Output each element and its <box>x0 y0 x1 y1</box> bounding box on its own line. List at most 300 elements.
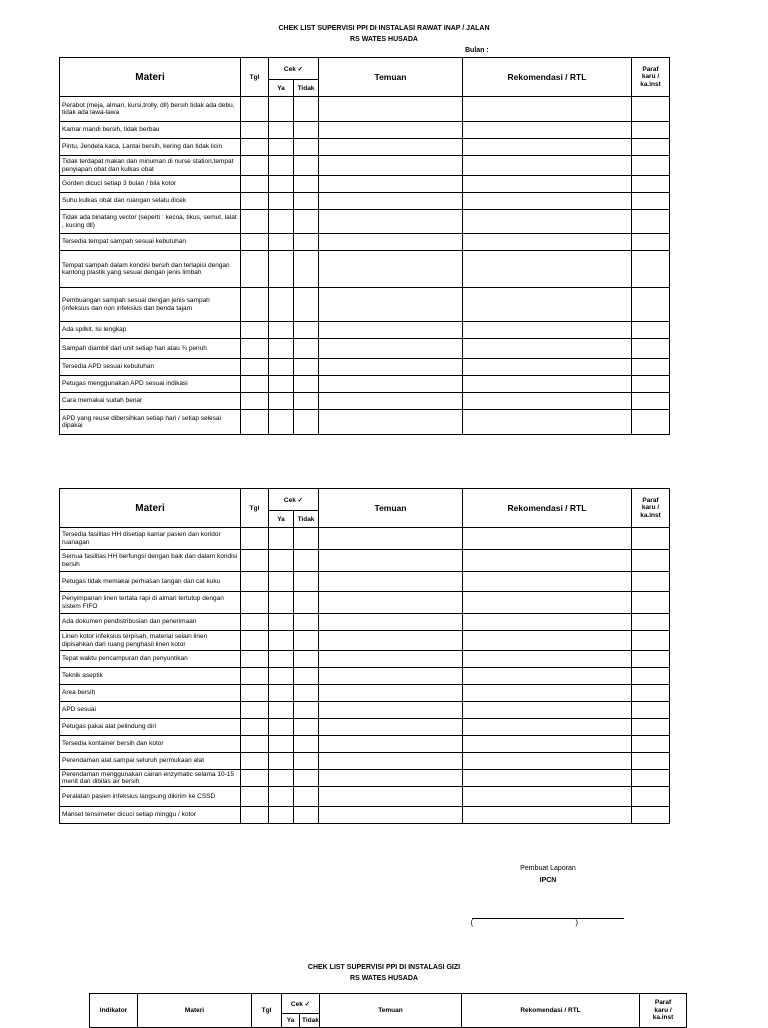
rekomendasi-cell[interactable] <box>463 592 632 614</box>
paraf-cell[interactable] <box>632 393 670 410</box>
materi-cell: Gorden dicuci setiap 3 bulan / bila kotor <box>60 176 241 193</box>
header-paraf-line1: Paraf <box>642 65 659 73</box>
table-row <box>60 592 670 614</box>
paraf-cell[interactable] <box>632 787 670 807</box>
table-row <box>60 251 670 288</box>
tidak-cell[interactable] <box>294 572 319 592</box>
table-row <box>60 651 670 668</box>
header-cek: Cek ✓ <box>269 58 319 80</box>
header-paraf-line3: ka.inst <box>640 80 661 88</box>
materi-cell: Tempat sampah dalam kondisi bersih dan terlapisi dengan kantong plastik yang sesuai dengan jenis limbah <box>60 251 241 288</box>
temuan-cell[interactable] <box>319 614 463 631</box>
materi-cell: Perendaman alat sampai seluruh permukaan alat <box>60 753 241 770</box>
tidak-cell[interactable] <box>294 339 319 359</box>
tgl-cell[interactable] <box>241 359 269 376</box>
header-tidak: Tidak <box>294 511 319 528</box>
header-paraf <box>640 994 687 1028</box>
rekomendasi-cell[interactable] <box>463 393 632 410</box>
rekomendasi-cell[interactable] <box>463 753 632 770</box>
tgl-cell[interactable] <box>241 139 269 156</box>
temuan-cell[interactable] <box>319 339 463 359</box>
tidak-cell[interactable] <box>294 376 319 393</box>
temuan-cell[interactable] <box>319 702 463 719</box>
tgl-cell[interactable] <box>241 787 269 807</box>
page-subtitle: RS WATES HUSADA <box>350 36 418 43</box>
paraf-cell[interactable] <box>632 339 670 359</box>
ya-cell[interactable] <box>269 210 294 234</box>
tgl-cell[interactable] <box>241 572 269 592</box>
rekomendasi-cell[interactable] <box>463 176 632 193</box>
table-row <box>60 736 670 753</box>
paraf-cell[interactable] <box>632 193 670 210</box>
tidak-cell[interactable] <box>294 702 319 719</box>
rekomendasi-cell[interactable] <box>463 410 632 435</box>
paraf-cell[interactable] <box>632 410 670 435</box>
materi-cell: Petugas menggunakan APD sesuai indikasi <box>60 376 241 393</box>
paraf-cell[interactable] <box>632 234 670 251</box>
tgl-cell[interactable] <box>241 614 269 631</box>
tidak-cell[interactable] <box>294 322 319 339</box>
paraf-cell[interactable] <box>632 97 670 122</box>
table-row <box>60 614 670 631</box>
tgl-cell[interactable] <box>241 322 269 339</box>
temuan-cell[interactable] <box>319 376 463 393</box>
table-row <box>60 685 670 702</box>
header-paraf-line1: Paraf <box>654 999 672 1007</box>
table-row <box>60 770 670 787</box>
temuan-cell[interactable] <box>319 736 463 753</box>
tidak-cell[interactable] <box>294 753 319 770</box>
tidak-cell[interactable] <box>294 193 319 210</box>
header-materi: Materi <box>60 489 241 528</box>
temuan-cell[interactable] <box>319 288 463 322</box>
rekomendasi-cell[interactable] <box>463 156 632 176</box>
tidak-cell[interactable] <box>294 410 319 435</box>
rekomendasi-cell[interactable] <box>463 251 632 288</box>
paraf-cell[interactable] <box>632 288 670 322</box>
table-row <box>60 631 670 651</box>
temuan-cell[interactable] <box>319 322 463 339</box>
temuan-cell[interactable] <box>319 251 463 288</box>
temuan-cell[interactable] <box>319 156 463 176</box>
tgl-cell[interactable] <box>241 685 269 702</box>
paraf-cell[interactable] <box>632 322 670 339</box>
rekomendasi-cell[interactable] <box>463 614 632 631</box>
header-paraf <box>632 489 670 528</box>
table-row <box>60 719 670 736</box>
materi-cell: Teknik aseptik <box>60 668 241 685</box>
tidak-cell[interactable] <box>294 97 319 122</box>
paraf-cell[interactable] <box>632 376 670 393</box>
header-paraf-line2: karu / <box>641 73 660 81</box>
tidak-cell[interactable] <box>294 288 319 322</box>
tidak-cell[interactable] <box>294 122 319 139</box>
ya-cell[interactable] <box>269 736 294 753</box>
tgl-cell[interactable] <box>241 668 269 685</box>
ya-cell[interactable] <box>269 234 294 251</box>
ya-cell[interactable] <box>269 393 294 410</box>
tidak-cell[interactable] <box>294 393 319 410</box>
tgl-cell[interactable] <box>241 528 269 550</box>
header-cek: Cek ✓ <box>282 994 320 1014</box>
ya-cell[interactable] <box>269 770 294 787</box>
materi-cell: APD sesuai <box>60 702 241 719</box>
temuan-cell[interactable] <box>319 122 463 139</box>
rekomendasi-cell[interactable] <box>463 668 632 685</box>
rekomendasi-cell[interactable] <box>463 97 632 122</box>
tgl-cell[interactable] <box>241 288 269 322</box>
ya-cell[interactable] <box>269 685 294 702</box>
ya-cell[interactable] <box>269 651 294 668</box>
signature-underline <box>472 918 624 919</box>
materi-cell: Tersedia tempat sampah sesuai kebutuhan <box>60 234 241 251</box>
materi-cell: Tersedia APD sesuai kebutuhan <box>60 359 241 376</box>
rekomendasi-cell[interactable] <box>463 528 632 550</box>
temuan-cell[interactable] <box>319 651 463 668</box>
tgl-cell[interactable] <box>241 736 269 753</box>
materi-cell: Sampah diambil dari unit setiap hari atau ¾ penuh <box>60 339 241 359</box>
header-rekomendasi: Rekomendasi / RTL <box>462 994 640 1028</box>
header-ya: Ya <box>282 1014 300 1028</box>
materi-cell: Pembuangan sampah sesuai dengan jenis sampah (infeksius dan non infeksius dan benda tajam <box>60 288 241 322</box>
header-materi: Materi <box>138 994 252 1028</box>
paraf-cell[interactable] <box>632 702 670 719</box>
rekomendasi-cell[interactable] <box>463 631 632 651</box>
temuan-cell[interactable] <box>319 210 463 234</box>
header-tgl: Tgl <box>252 994 282 1028</box>
rekomendasi-cell[interactable] <box>463 193 632 210</box>
materi-cell: Suhu kulkas obat dan ruangan selalu dicek <box>60 193 241 210</box>
paraf-cell[interactable] <box>632 210 670 234</box>
checklist-table-2 <box>59 488 670 824</box>
header-tgl: Tgl <box>241 58 269 97</box>
table-row <box>60 234 670 251</box>
header-tidak: Tidak <box>300 1014 320 1028</box>
header-tidak: Tidak <box>294 80 319 97</box>
rekomendasi-cell[interactable] <box>463 572 632 592</box>
rekomendasi-cell[interactable] <box>463 770 632 787</box>
table-row <box>60 288 670 322</box>
paraf-cell[interactable] <box>632 719 670 736</box>
table-row <box>60 572 670 592</box>
materi-cell: Tidak ada binatang vector (seperti : kecoa, tikus, semut, lalat , kucing dll) <box>60 210 241 234</box>
materi-cell: APD yang reuse dibersihkan setiap hari / setiap selesai dipakai <box>60 410 241 435</box>
rekomendasi-cell[interactable] <box>463 322 632 339</box>
temuan-cell[interactable] <box>319 807 463 824</box>
rekomendasi-cell[interactable] <box>463 651 632 668</box>
tgl-cell[interactable] <box>241 376 269 393</box>
header-ya: Ya <box>269 80 294 97</box>
tidak-cell[interactable] <box>294 210 319 234</box>
materi-cell: Tersedia kontainer bersih dan kotor <box>60 736 241 753</box>
rekomendasi-cell[interactable] <box>463 550 632 572</box>
materi-cell: Perendaman menggunakan cairan enzymatic selama 10-15 menit dan dibilas air bersih <box>60 770 241 787</box>
table-row <box>60 339 670 359</box>
paraf-cell[interactable] <box>632 528 670 550</box>
materi-cell: Manset tensimeter dicuci setiap minggu / kotor <box>60 807 241 824</box>
materi-cell: Cara memakai sudah benar <box>60 393 241 410</box>
tidak-cell[interactable] <box>294 685 319 702</box>
ya-cell[interactable] <box>269 97 294 122</box>
ya-cell[interactable] <box>269 359 294 376</box>
ya-cell[interactable] <box>269 572 294 592</box>
ya-cell[interactable] <box>269 528 294 550</box>
header-paraf-line2: karu / <box>654 1006 672 1014</box>
ya-cell[interactable] <box>269 251 294 288</box>
ya-cell[interactable] <box>269 339 294 359</box>
tgl-cell[interactable] <box>241 631 269 651</box>
page-title-2: CHEK LIST SUPERVISI PPI DI INSTALASI GIZI <box>307 964 461 971</box>
tidak-cell[interactable] <box>294 251 319 288</box>
table-row <box>60 322 670 339</box>
table-row <box>60 668 670 685</box>
materi-cell: Ada dokumen pendistribusian dan penerimaan <box>60 614 241 631</box>
rekomendasi-cell[interactable] <box>463 719 632 736</box>
tidak-cell[interactable] <box>294 651 319 668</box>
table-row <box>60 807 670 824</box>
materi-cell: Tepat waktu pencampuran dan penyuntikan <box>60 651 241 668</box>
tidak-cell[interactable] <box>294 139 319 156</box>
paraf-cell[interactable] <box>632 770 670 787</box>
table-row <box>60 550 670 572</box>
tidak-cell[interactable] <box>294 631 319 651</box>
paraf-cell[interactable] <box>632 614 670 631</box>
header-paraf-line1: Paraf <box>642 496 659 504</box>
tidak-cell[interactable] <box>294 592 319 614</box>
paraf-cell[interactable] <box>632 668 670 685</box>
materi-cell: Peralatan pasien infeksius langsung dikirim ke CSSD <box>60 787 241 807</box>
paraf-cell[interactable] <box>632 685 670 702</box>
tgl-cell[interactable] <box>241 339 269 359</box>
ya-cell[interactable] <box>269 592 294 614</box>
ya-cell[interactable] <box>269 719 294 736</box>
tgl-cell[interactable] <box>241 193 269 210</box>
header-paraf-line2: karu / <box>641 504 660 512</box>
tgl-cell[interactable] <box>241 770 269 787</box>
ya-cell[interactable] <box>269 176 294 193</box>
paraf-cell[interactable] <box>632 807 670 824</box>
paraf-cell[interactable] <box>632 753 670 770</box>
tgl-cell[interactable] <box>241 393 269 410</box>
tgl-cell[interactable] <box>241 719 269 736</box>
ya-cell[interactable] <box>269 122 294 139</box>
ya-cell[interactable] <box>269 193 294 210</box>
tgl-cell[interactable] <box>241 753 269 770</box>
temuan-cell[interactable] <box>319 719 463 736</box>
ya-cell[interactable] <box>269 787 294 807</box>
tgl-cell[interactable] <box>241 592 269 614</box>
rekomendasi-cell[interactable] <box>463 210 632 234</box>
tgl-cell[interactable] <box>241 550 269 572</box>
materi-cell: Penyimpanan linen tertata rapi di almari tertutup dengan sistem FIFO <box>60 592 241 614</box>
ya-cell[interactable] <box>269 139 294 156</box>
tidak-cell[interactable] <box>294 528 319 550</box>
header-indikator: Indikator <box>90 994 138 1028</box>
table-row <box>60 156 670 176</box>
tgl-cell[interactable] <box>241 651 269 668</box>
tidak-cell[interactable] <box>294 770 319 787</box>
header-ya: Ya <box>269 511 294 528</box>
rekomendasi-cell[interactable] <box>463 736 632 753</box>
ya-cell[interactable] <box>269 807 294 824</box>
header-materi: Materi <box>60 58 241 97</box>
temuan-cell[interactable] <box>319 631 463 651</box>
materi-cell: Pintu, Jendela kaca, Lantai bersih, kering dan tidak licin <box>60 139 241 156</box>
tidak-cell[interactable] <box>294 550 319 572</box>
materi-cell: Area bersih <box>60 685 241 702</box>
header-tgl: Tgl <box>241 489 269 528</box>
ya-cell[interactable] <box>269 410 294 435</box>
tgl-cell[interactable] <box>241 702 269 719</box>
temuan-cell[interactable] <box>319 97 463 122</box>
page-subtitle-2: RS WATES HUSADA <box>350 975 418 982</box>
table-row <box>60 176 670 193</box>
paraf-cell[interactable] <box>632 359 670 376</box>
rekomendasi-cell[interactable] <box>463 288 632 322</box>
table-row <box>60 139 670 156</box>
ya-cell[interactable] <box>269 614 294 631</box>
temuan-cell[interactable] <box>319 139 463 156</box>
materi-cell: Ada spilkit, Isi lengkap <box>60 322 241 339</box>
paraf-cell[interactable] <box>632 139 670 156</box>
table-row <box>60 528 670 550</box>
tidak-cell[interactable] <box>294 176 319 193</box>
rekomendasi-cell[interactable] <box>463 339 632 359</box>
rekomendasi-cell[interactable] <box>463 807 632 824</box>
ya-cell[interactable] <box>269 322 294 339</box>
header-temuan: Temuan <box>319 58 463 97</box>
temuan-cell[interactable] <box>319 572 463 592</box>
rekomendasi-cell[interactable] <box>463 234 632 251</box>
materi-cell: Linen kotor infeksius terpisah, material selain linen dipisahkan dari ruang penghasil linen kotor <box>60 631 241 651</box>
rekomendasi-cell[interactable] <box>463 359 632 376</box>
table-row <box>60 122 670 139</box>
paraf-cell[interactable] <box>632 651 670 668</box>
temuan-cell[interactable] <box>319 770 463 787</box>
ya-cell[interactable] <box>269 288 294 322</box>
materi-cell: Petugas tidak memakai perhiasan tangan dan cat kuku <box>60 572 241 592</box>
table-row <box>60 410 670 435</box>
table-row <box>60 787 670 807</box>
tidak-cell[interactable] <box>294 156 319 176</box>
paraf-cell[interactable] <box>632 176 670 193</box>
temuan-cell[interactable] <box>319 753 463 770</box>
materi-cell: Semua fasilitas HH berfungsi dengan baik dan dalam kondisi bersih <box>60 550 241 572</box>
paraf-cell[interactable] <box>632 550 670 572</box>
rekomendasi-cell[interactable] <box>463 376 632 393</box>
signature-label: Pembuat Laporan <box>520 865 576 872</box>
table-row <box>60 193 670 210</box>
temuan-cell[interactable] <box>319 234 463 251</box>
tidak-cell[interactable] <box>294 736 319 753</box>
temuan-cell[interactable] <box>319 668 463 685</box>
tidak-cell[interactable] <box>294 668 319 685</box>
header-rekomendasi: Rekomendasi / RTL <box>463 58 632 97</box>
tgl-cell[interactable] <box>241 807 269 824</box>
header-paraf-line3: ka.inst <box>652 1014 674 1022</box>
paraf-cell[interactable] <box>632 631 670 651</box>
tgl-cell[interactable] <box>241 176 269 193</box>
header-temuan: Temuan <box>319 489 463 528</box>
rekomendasi-cell[interactable] <box>463 122 632 139</box>
tgl-cell[interactable] <box>241 122 269 139</box>
checklist-table-3 <box>89 993 687 1028</box>
materi-cell: Petugas pakai alat pelindung diri <box>60 719 241 736</box>
paraf-cell[interactable] <box>632 572 670 592</box>
table-row <box>60 393 670 410</box>
temuan-cell[interactable] <box>319 592 463 614</box>
materi-cell: Kamar mandi bersih, tidak berbau <box>60 122 241 139</box>
rekomendasi-cell[interactable] <box>463 139 632 156</box>
rekomendasi-cell[interactable] <box>463 702 632 719</box>
header-temuan: Temuan <box>320 994 462 1028</box>
temuan-cell[interactable] <box>319 528 463 550</box>
temuan-cell[interactable] <box>319 176 463 193</box>
paraf-cell[interactable] <box>632 592 670 614</box>
ya-cell[interactable] <box>269 702 294 719</box>
tidak-cell[interactable] <box>294 359 319 376</box>
temuan-cell[interactable] <box>319 393 463 410</box>
tgl-cell[interactable] <box>241 156 269 176</box>
tidak-cell[interactable] <box>294 234 319 251</box>
materi-cell: Perabot (meja, almari, kursi,trolly, dll) bersih tidak ada debu, tidak ada lawa-lawa <box>60 97 241 122</box>
table-row <box>60 376 670 393</box>
table-row <box>60 753 670 770</box>
paraf-cell[interactable] <box>632 122 670 139</box>
tgl-cell[interactable] <box>241 234 269 251</box>
header-paraf-line3: ka.inst <box>640 511 661 519</box>
temuan-cell[interactable] <box>319 410 463 435</box>
tgl-cell[interactable] <box>241 410 269 435</box>
ya-cell[interactable] <box>269 156 294 176</box>
tidak-cell[interactable] <box>294 719 319 736</box>
temuan-cell[interactable] <box>319 193 463 210</box>
temuan-cell[interactable] <box>319 787 463 807</box>
temuan-cell[interactable] <box>319 359 463 376</box>
header-cek: Cek ✓ <box>269 489 319 511</box>
ya-cell[interactable] <box>269 753 294 770</box>
table-row <box>60 359 670 376</box>
checklist-table-1 <box>59 57 670 435</box>
temuan-cell[interactable] <box>319 550 463 572</box>
tgl-cell[interactable] <box>241 251 269 288</box>
paraf-cell[interactable] <box>632 156 670 176</box>
page-title: CHEK LIST SUPERVISI PPI DI INSTALASI RAWAT INAP / JALAN <box>278 25 490 32</box>
ya-cell[interactable] <box>269 550 294 572</box>
temuan-cell[interactable] <box>319 685 463 702</box>
rekomendasi-cell[interactable] <box>463 787 632 807</box>
materi-cell: Tersedia fasilitas HH disetiap kamar pasien dan koridor ruanagan <box>60 528 241 550</box>
tidak-cell[interactable] <box>294 787 319 807</box>
paraf-cell[interactable] <box>632 251 670 288</box>
header-rekomendasi: Rekomendasi / RTL <box>463 489 632 528</box>
table-row <box>60 210 670 234</box>
rekomendasi-cell[interactable] <box>463 685 632 702</box>
bulan-label: Bulan : <box>465 47 489 54</box>
header-paraf <box>632 58 670 97</box>
tgl-cell[interactable] <box>241 97 269 122</box>
materi-cell: Tidak terdapat makan dan minuman di nurse station,tempat penyiapan obat dan kulkas obat <box>60 156 241 176</box>
ya-cell[interactable] <box>269 376 294 393</box>
tidak-cell[interactable] <box>294 614 319 631</box>
table-row <box>60 97 670 122</box>
paraf-cell[interactable] <box>632 736 670 753</box>
ya-cell[interactable] <box>269 668 294 685</box>
signature-role: IPCN <box>539 877 557 884</box>
ya-cell[interactable] <box>269 631 294 651</box>
tidak-cell[interactable] <box>294 807 319 824</box>
tgl-cell[interactable] <box>241 210 269 234</box>
